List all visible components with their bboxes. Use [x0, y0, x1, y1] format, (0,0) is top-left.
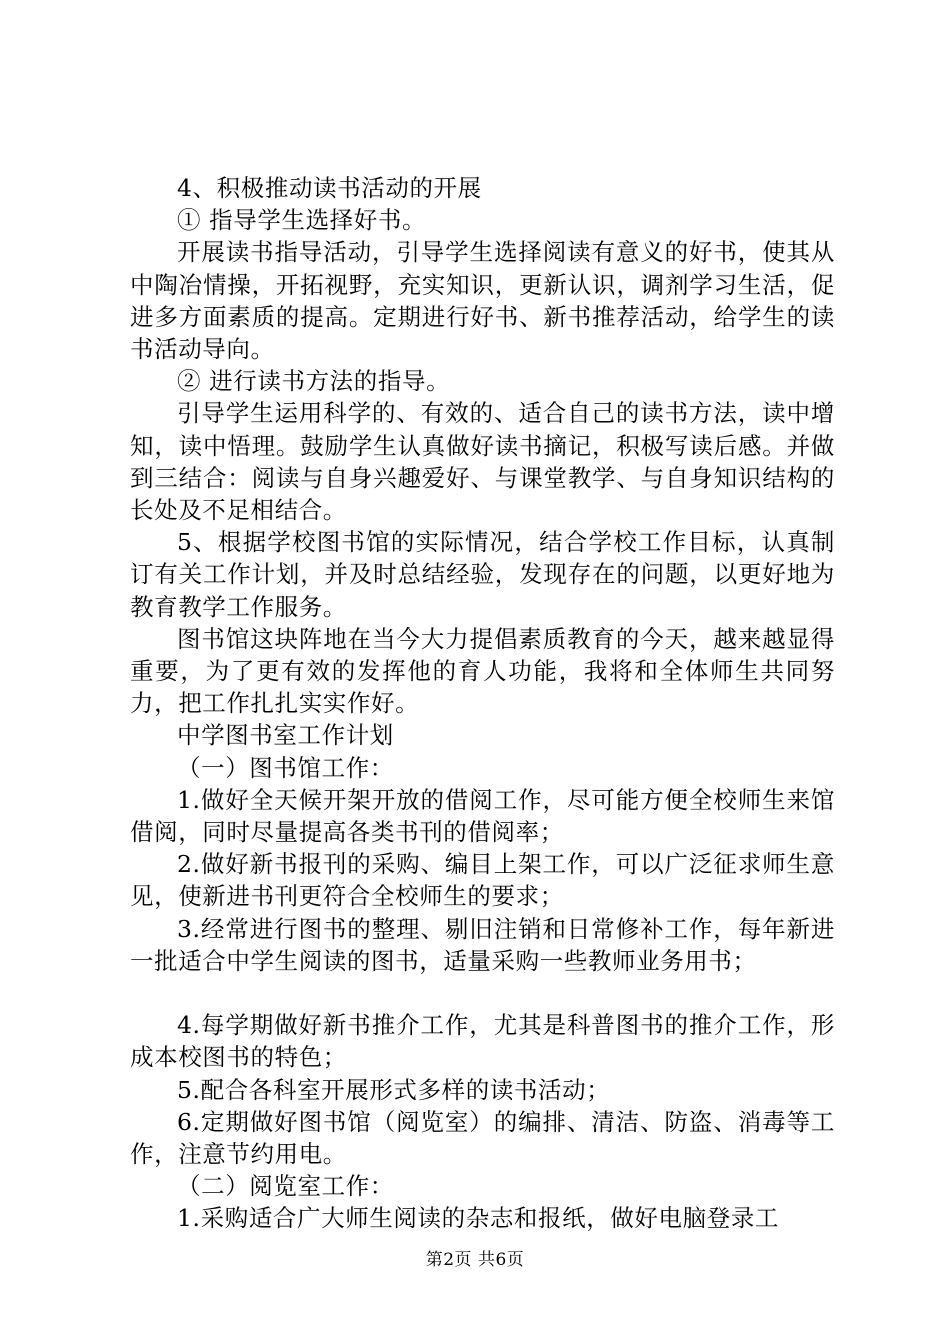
paragraph-reading-guidance: 开展读书指导活动，引导学生选择阅读有意义的好书，使其从中陶冶情操，开拓视野，充实知识，更新认识，调剂学习生活，促进多方面素质的提高。定期进行好书、新书推荐活动，给学生的读书活动导向。	[130, 238, 835, 364]
paragraph-item-5: 5、根据学校图书馆的实际情况，结合学校工作目标，认真制订有关工作计划，并及时总结经验，发现存在的问题，以更好地为教育教学工作服务。	[130, 528, 835, 621]
section-title: 中学图书室工作计划	[177, 721, 394, 750]
paragraph-library-summary: 图书馆这块阵地在当今大力提倡素质教育的今天，越来越显得重要，为了更有效的发挥他的育人功能，我将和全体师生共同努力，把工作扎扎实实作好。	[130, 624, 835, 718]
list-item-1: 1.做好全天候开架开放的借阅工作，尽可能方便全校师生来馆借阅，同时尽量提高各类书刊的借阅率；	[130, 785, 835, 847]
subheading-reading-methods: ② 进行读书方法的指导。	[177, 367, 451, 396]
list-item-6: 6.定期做好图书馆（阅览室）的编排、清洁、防盗、消毒等工作，注意节约用电。	[130, 1107, 835, 1169]
subsection-library-work: （一）图书馆工作：	[177, 753, 394, 782]
list-item-5: 5.配合各科室开展形式多样的读书活动；	[177, 1075, 611, 1104]
page-footer: 第2页 共6页	[425, 1250, 525, 1270]
list-item-2: 2.做好新书报刊的采购、编目上架工作，可以广泛征求师生意见，使新进书刊更符合全校师生的要求；	[130, 850, 835, 911]
list-item-3: 3.经常进行图书的整理、剔旧注销和日常修补工作，每年新进一批适合中学生阅读的图书，适量采购一些教师业务用书；	[130, 914, 835, 975]
document-body	[130, 172, 835, 1235]
list-item-4: 4.每学期做好新书推介工作，尤其是科普图书的推介工作，形成本校图书的特色；	[130, 1011, 835, 1072]
paragraph-reading-methods: 引导学生运用科学的、有效的、适合自己的读书方法，读中增知，读中悟理。鼓励学生认真做好读书摘记，积极写读后感。并做到三结合：阅读与自身兴趣爱好、与课堂教学、与自身知识结构的长处及不足相结合。	[130, 399, 835, 525]
blank-line	[130, 977, 835, 1009]
subheading-choose-books: ① 指导学生选择好书。	[177, 206, 427, 235]
heading-item-4: 4、积极推动读书活动的开展	[177, 174, 482, 202]
reading-room-item-1: 1.采购适合广大师生阅读的杂志和报纸，做好电脑登录工	[177, 1204, 780, 1233]
subsection-reading-room: （二）阅览室工作：	[177, 1172, 394, 1201]
